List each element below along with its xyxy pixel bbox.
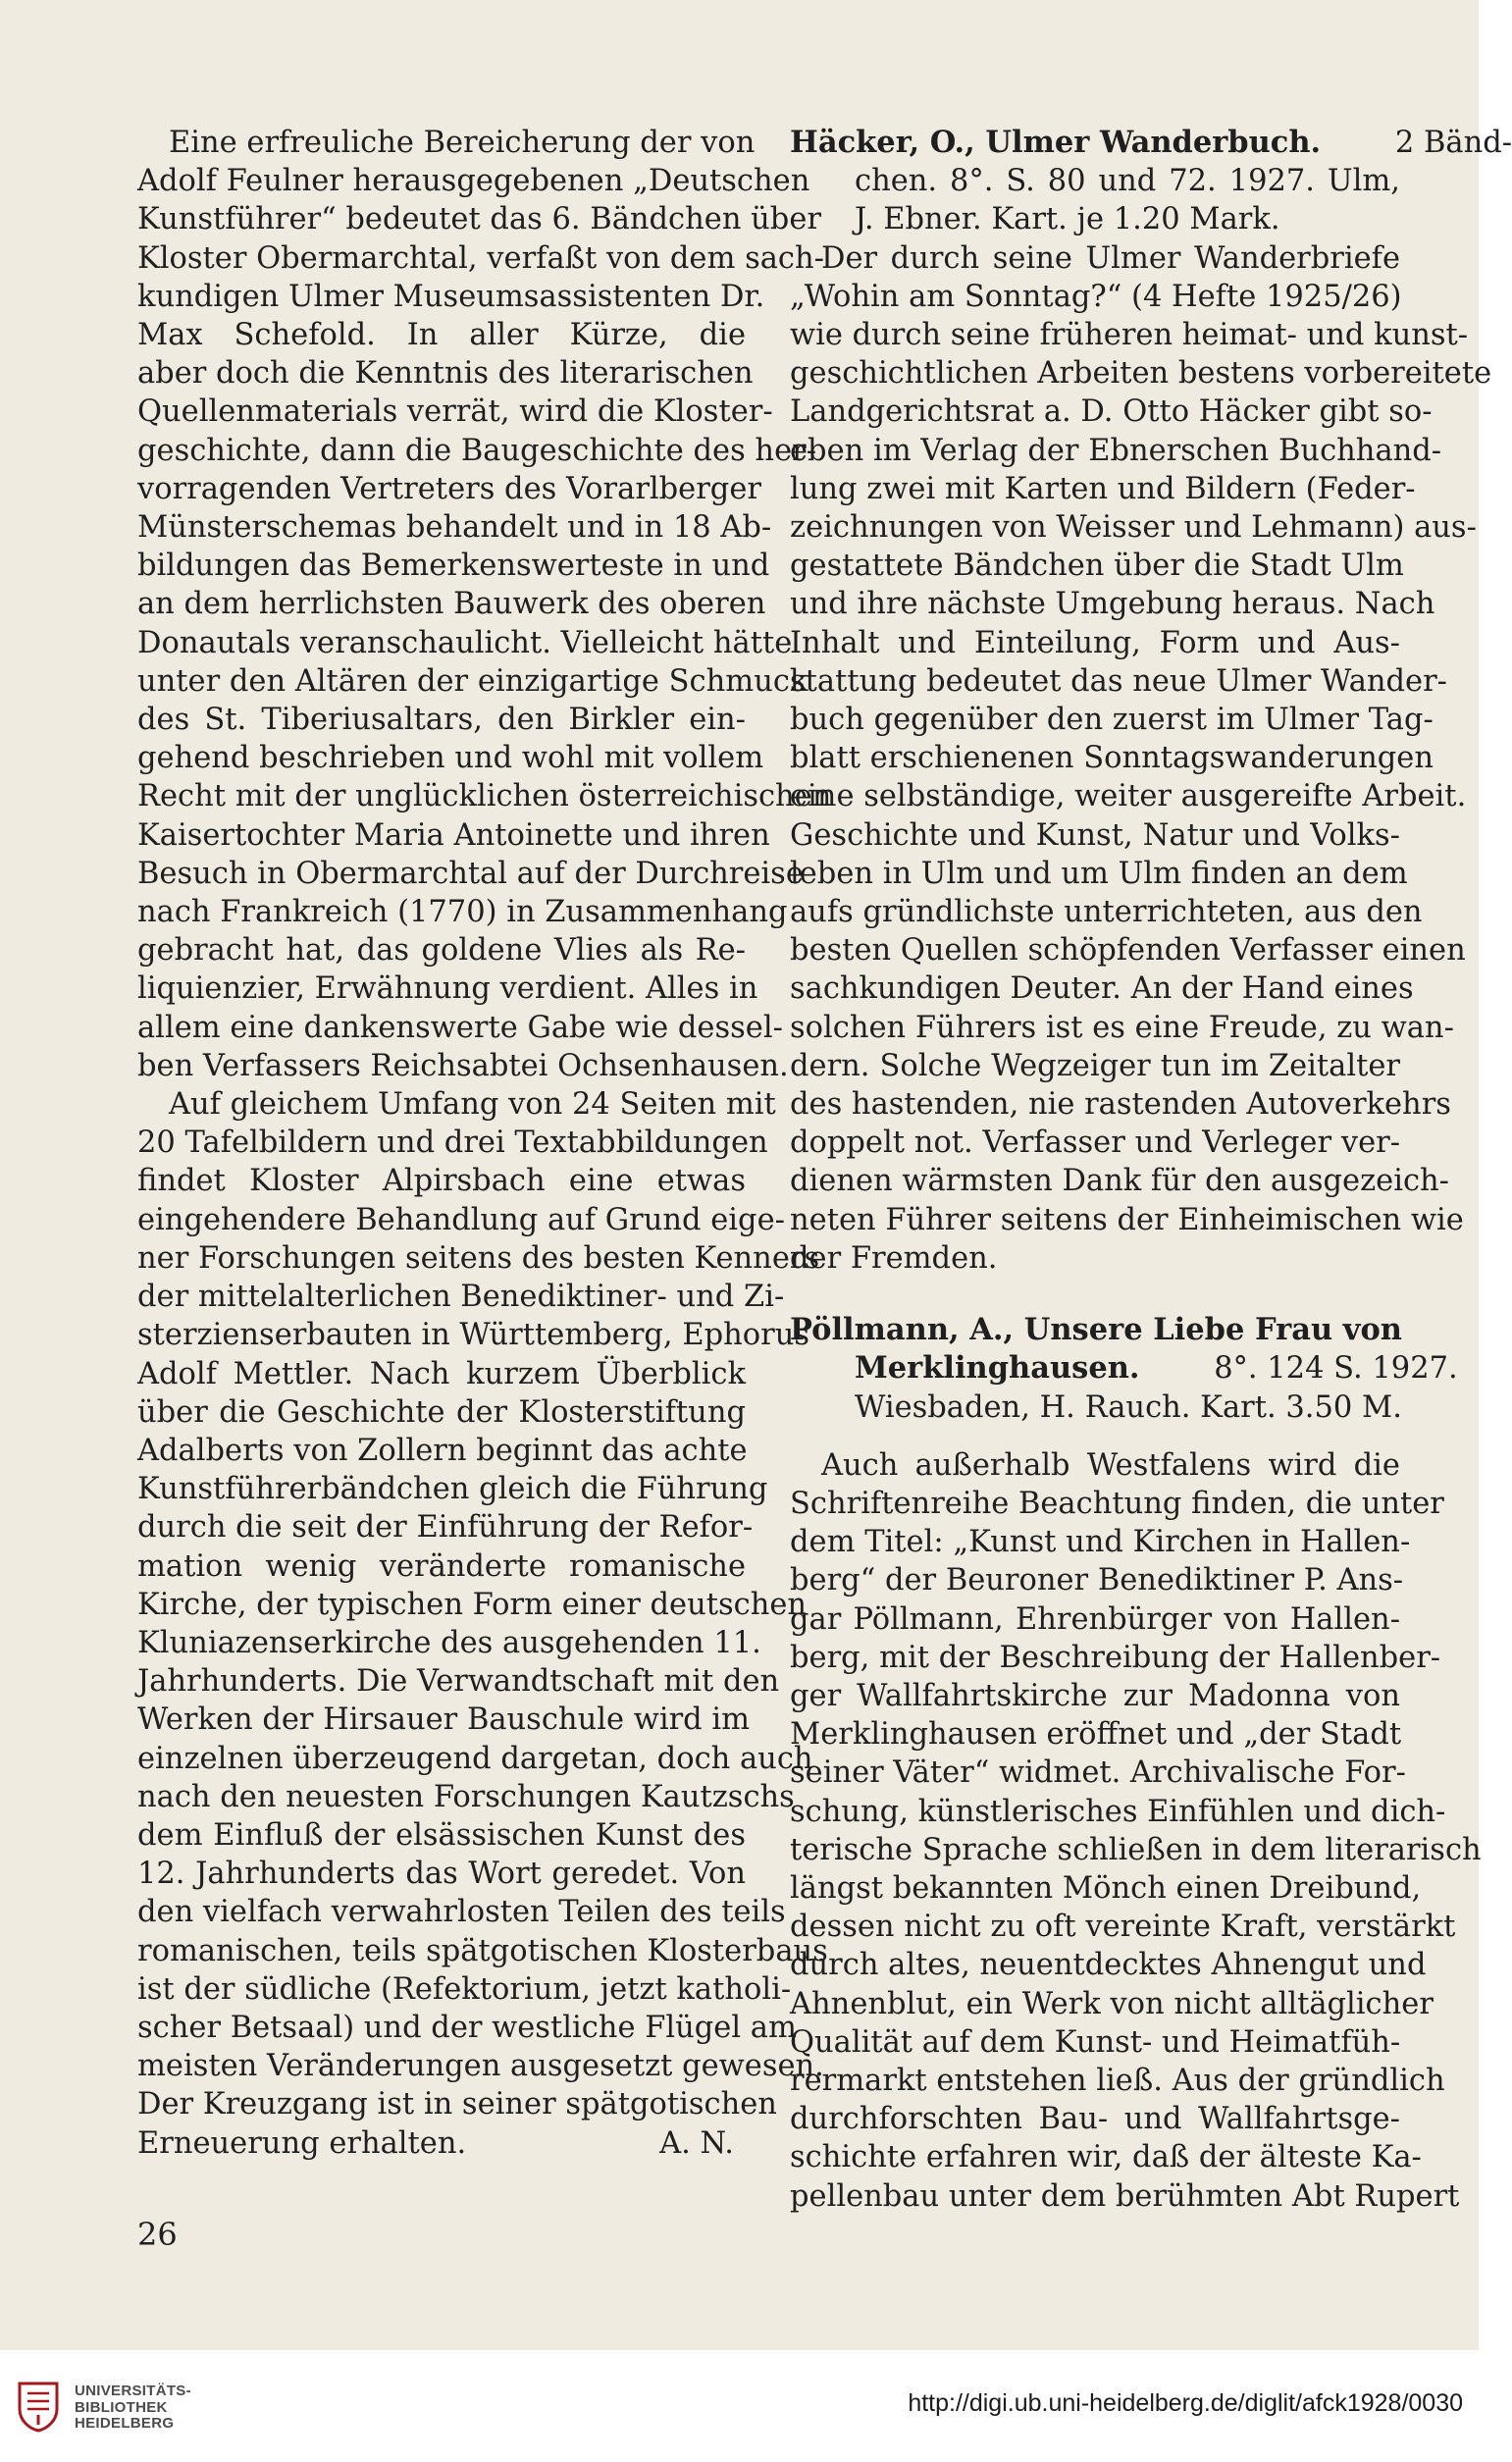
text-line: Adolf Mettler. Nach kurzem Überblick xyxy=(137,1356,746,1391)
text-line: gar Pöllmann, Ehrenbürger von Hallen- xyxy=(790,1601,1400,1637)
text-line: Recht mit der unglücklichen österreichischen xyxy=(137,779,832,814)
text-line: geschichtlichen Arbeiten bestens vorbereitete xyxy=(790,356,1492,392)
text-line: dem Titel: „Kunst und Kirchen in Hallen- xyxy=(790,1525,1411,1560)
text-line: berg“ der Beuroner Benediktiner P. Ans- xyxy=(790,1563,1404,1598)
text-line: an dem herrlichsten Bauwerk des oberen xyxy=(137,587,766,622)
text-line: 12. Jahrhunderts das Wort geredet. Von xyxy=(137,1857,746,1892)
text-line: stattung bedeutet das neue Ulmer Wander- xyxy=(790,663,1447,699)
text-line: allem eine dankenswerte Gabe wie dessel- xyxy=(137,1010,783,1045)
text-line: der Fremden. xyxy=(790,1240,998,1276)
text-line: Münsterschemas behandelt und in 18 Ab- xyxy=(137,510,772,546)
heading-publication: chen. 8°. S. 80 und 72. 1927. Ulm, xyxy=(855,164,1400,199)
text-line: aufs gründlichste unterrichteten, aus den xyxy=(790,895,1423,930)
text-line: einzelnen überzeugend dargetan, doch auch xyxy=(137,1741,813,1776)
heading-volumes: 2 Bänd- xyxy=(1385,126,1512,160)
right-column xyxy=(790,124,1512,2216)
text-line: Inhalt und Einteilung, Form und Aus- xyxy=(790,625,1400,660)
text-line: Besuch in Obermarchtal auf der Durchreise xyxy=(137,856,804,891)
heading-place: Merklinghausen. xyxy=(855,1350,1140,1387)
text-line: bildungen das Bemerkenswerteste in und xyxy=(137,549,770,584)
text-line: ner Forschungen seitens des besten Kenners xyxy=(137,1240,820,1276)
text-line: Geschichte und Kunst, Natur und Volks- xyxy=(790,817,1400,853)
text-line: zeichnungen von Weisser und Lehmann) aus- xyxy=(790,510,1477,546)
text-line: Kluniazenserkirche des ausgehenden 11. xyxy=(137,1625,761,1660)
text-line: findet Kloster Alpirsbach eine etwas xyxy=(137,1164,746,1199)
text-line: berg, mit der Beschreibung der Hallenber- xyxy=(790,1640,1441,1675)
text-line: Der Kreuzgang ist in seiner spätgotischen xyxy=(137,2087,777,2122)
text-line: des hastenden, nie rastenden Autoverkehrs xyxy=(790,1087,1451,1123)
text-line: gebracht hat, das goldene Vlies als Re- xyxy=(137,933,746,969)
library-line: UNIVERSITÄTS- xyxy=(75,2383,191,2399)
text-line: mation wenig veränderte romanische xyxy=(137,1548,746,1584)
text-line: Auch außerhalb Westfalens wird die xyxy=(821,1447,1400,1483)
text-line: buch gegenüber den zuerst im Ulmer Tag- xyxy=(790,703,1434,738)
text-line: dessen nicht zu oft vereinte Kraft, verstärkt xyxy=(790,1910,1456,1945)
text-line: Donautals veranschaulicht. Vielleicht hätte xyxy=(137,625,793,660)
text-line: Merklinghausen eröffnet und „der Stadt xyxy=(790,1717,1402,1753)
review-heading-poellmann xyxy=(790,1311,1458,1427)
text-line: neten Führer seitens der Einheimischen wie xyxy=(790,1202,1464,1237)
text-line: unter den Altären der einzigartige Schmuck xyxy=(137,663,808,699)
review-body-haecker xyxy=(790,239,1492,1278)
text-line: besten Quellen schöpfenden Verfasser einen xyxy=(790,933,1466,969)
text-line: Qualität auf dem Kunst- und Heimatfüh- xyxy=(790,2024,1401,2060)
text-line: durch die seit der Einführung der Refor- xyxy=(137,1510,754,1545)
review-heading-haecker xyxy=(790,124,1512,239)
text-line: Auf gleichem Umfang von 24 Seiten mit xyxy=(169,1087,776,1123)
text-line: dienen wärmsten Dank für den ausgezeich- xyxy=(790,1164,1449,1199)
text-line: doppelt not. Verfasser und Verleger ver- xyxy=(790,1126,1400,1161)
text-line: meisten Veränderungen ausgesetzt gewesen. xyxy=(137,2049,824,2084)
text-line: längst bekannten Mönch einen Dreibund, xyxy=(790,1870,1422,1906)
text-line: lung zwei mit Karten und Bildern (Feder- xyxy=(790,471,1416,506)
text-line: nach den neuesten Forschungen Kautzschs xyxy=(137,1779,795,1814)
heading-author-title: Häcker, O., Ulmer Wanderbuch. xyxy=(790,125,1322,160)
library-name xyxy=(75,2383,191,2433)
text-line: nach Frankreich (1770) in Zusammenhang xyxy=(137,895,788,930)
viewer-footer xyxy=(0,2350,1479,2462)
text-line: solchen Führers ist es eine Freude, zu wan- xyxy=(790,1010,1454,1045)
text-line: eben im Verlag der Ebnerschen Buchhand- xyxy=(790,433,1442,468)
text-line: ist der südliche (Refektorium, jetzt katholi- xyxy=(137,1971,792,2007)
text-line: Adolf Feulner herausgegebenen „Deutschen xyxy=(137,164,810,199)
text-line: scher Betsaal) und der westliche Flügel am xyxy=(137,2010,797,2045)
library-line: BIBLIOTHEK xyxy=(75,2398,168,2416)
text-line: blatt erschienenen Sonntagswanderungen xyxy=(790,741,1434,776)
heading-publisher-poellmann: Wiesbaden, H. Rauch. Kart. 3.50 M. xyxy=(855,1389,1402,1425)
text-line: Der durch seine Ulmer Wanderbriefe xyxy=(821,240,1400,276)
text-line: den vielfach verwahrlosten Teilen des teils xyxy=(137,1895,786,1930)
text-line: Landgerichtsrat a. D. Otto Häcker gibt so- xyxy=(790,394,1433,430)
section-gap xyxy=(790,1278,1400,1311)
text-line: Kunstführerbändchen gleich die Führung xyxy=(137,1472,768,1507)
review-alpirsbach xyxy=(137,1085,828,2123)
left-column xyxy=(137,124,832,2163)
author-signature: A. N. xyxy=(659,2125,734,2161)
text-line: aber doch die Kenntnis des literarischen xyxy=(137,356,754,392)
text-line: sachkundigen Deuter. An der Hand eines xyxy=(790,971,1414,1007)
text-line: Adalberts von Zollern beginnt das achte xyxy=(137,1433,748,1468)
text-line: Max Schefold. In aller Kürze, die xyxy=(137,318,746,353)
text-line: schichte erfahren wir, daß der älteste Ka- xyxy=(790,2140,1422,2175)
text-line: sterzienserbauten in Württemberg, Ephorus xyxy=(137,1318,809,1353)
text-line: rermarkt entstehen ließ. Aus der gründlich xyxy=(790,2063,1445,2098)
text-line: Jahrhunderts. Die Verwandtschaft mit den xyxy=(137,1664,780,1700)
text-line: Kaisertochter Maria Antoinette und ihren xyxy=(137,817,770,853)
review-obermarchtal xyxy=(137,124,832,1085)
heading-title-poellmann: Pöllmann, A., Unsere Liebe Frau von xyxy=(790,1312,1402,1348)
text-line: Eine erfreuliche Bereicherung der von xyxy=(169,126,756,160)
text-line: ger Wallfahrtskirche zur Madonna von xyxy=(790,1678,1400,1713)
text-line: ben Verfassers Reichsabtei Ochsenhausen. xyxy=(137,1048,789,1083)
text-line: leben in Ulm und um Ulm finden an dem xyxy=(790,856,1408,891)
text-line: gehend beschrieben und wohl mit vollem xyxy=(137,741,764,776)
text-line: über die Geschichte der Klosterstiftung xyxy=(137,1394,746,1430)
text-line: Kloster Obermarchtal, verfaßt von dem sach- xyxy=(137,240,824,276)
page-number: 26 xyxy=(137,2216,178,2253)
text-line: durchforschten Bau- und Wallfahrtsge- xyxy=(790,2102,1400,2137)
review-body-poellmann xyxy=(790,1446,1482,2216)
text-line: romanischen, teils spätgotischen Klosterbaus xyxy=(137,1933,828,1968)
heading-format: 8°. 124 S. 1927. xyxy=(1204,1351,1458,1387)
text-line: Kunstführer“ bedeutet das 6. Bändchen über xyxy=(137,202,821,237)
text-line: Kirche, der typischen Form einer deutschen xyxy=(137,1587,808,1622)
text-line: des St. Tiberiusaltars, den Birkler ein- xyxy=(137,703,746,738)
text-line: terische Sprache schließen in dem literarisch xyxy=(790,1832,1482,1867)
text-line: eingehendere Behandlung auf Grund eige- xyxy=(137,1202,785,1237)
text-line: 20 Tafelbildern und drei Textabbildungen xyxy=(137,1126,768,1161)
text-line: gestattete Bändchen über die Stadt Ulm xyxy=(790,549,1404,584)
closing-text: Erneuerung erhalten. xyxy=(137,2125,467,2161)
text-line: pellenbau unter dem berühmten Abt Rupert xyxy=(790,2178,1460,2214)
text-line: dem Einfluß der elsässischen Kunst des xyxy=(137,1817,746,1853)
university-seal-icon xyxy=(14,2380,63,2433)
heading-gap xyxy=(790,1427,1400,1446)
library-line: HEIDELBERG xyxy=(75,2415,175,2432)
text-line: kundigen Ulmer Museumsassistenten Dr. xyxy=(137,279,765,314)
text-line: Ahnenblut, ein Werk von nicht alltäglicher xyxy=(790,1986,1434,2021)
text-line: der mittelalterlichen Benediktiner- und Zi- xyxy=(137,1280,785,1315)
text-line: wie durch seine früheren heimat- und kunst- xyxy=(790,318,1469,353)
closing-line xyxy=(137,2124,746,2163)
text-line: geschichte, dann die Baugeschichte des her- xyxy=(137,433,817,468)
text-line: Schriftenreihe Beachtung finden, die unter xyxy=(790,1486,1444,1521)
text-line: liquienzier, Erwähnung verdient. Alles in xyxy=(137,971,758,1007)
text-line: Quellenmaterials verrät, wird die Kloster- xyxy=(137,394,773,430)
text-line: vorragenden Vertreters des Vorarlberger xyxy=(137,471,761,506)
text-line: „Wohin am Sonntag?“ (4 Hefte 1925/26) xyxy=(790,279,1402,314)
text-line: Werken der Hirsauer Bauschule wird im xyxy=(137,1702,751,1738)
text-line: und ihre nächste Umgebung heraus. Nach xyxy=(790,587,1435,622)
permalink-url[interactable]: http://digi.ub.uni-heidelberg.de/diglit/afck1928/0030 xyxy=(908,2389,1463,2417)
text-line: eine selbständige, weiter ausgereifte Arbeit. xyxy=(790,779,1467,814)
text-line: schung, künstlerisches Einfühlen und dich- xyxy=(790,1794,1446,1829)
text-line: durch altes, neuentdecktes Ahnengut und xyxy=(790,1948,1427,1983)
text-line: seiner Väter“ widmet. Archivalische For- xyxy=(790,1755,1406,1791)
text-line: dern. Solche Wegzeiger tun im Zeitalter xyxy=(790,1048,1400,1083)
heading-publisher: J. Ebner. Kart. je 1.20 Mark. xyxy=(855,202,1280,237)
